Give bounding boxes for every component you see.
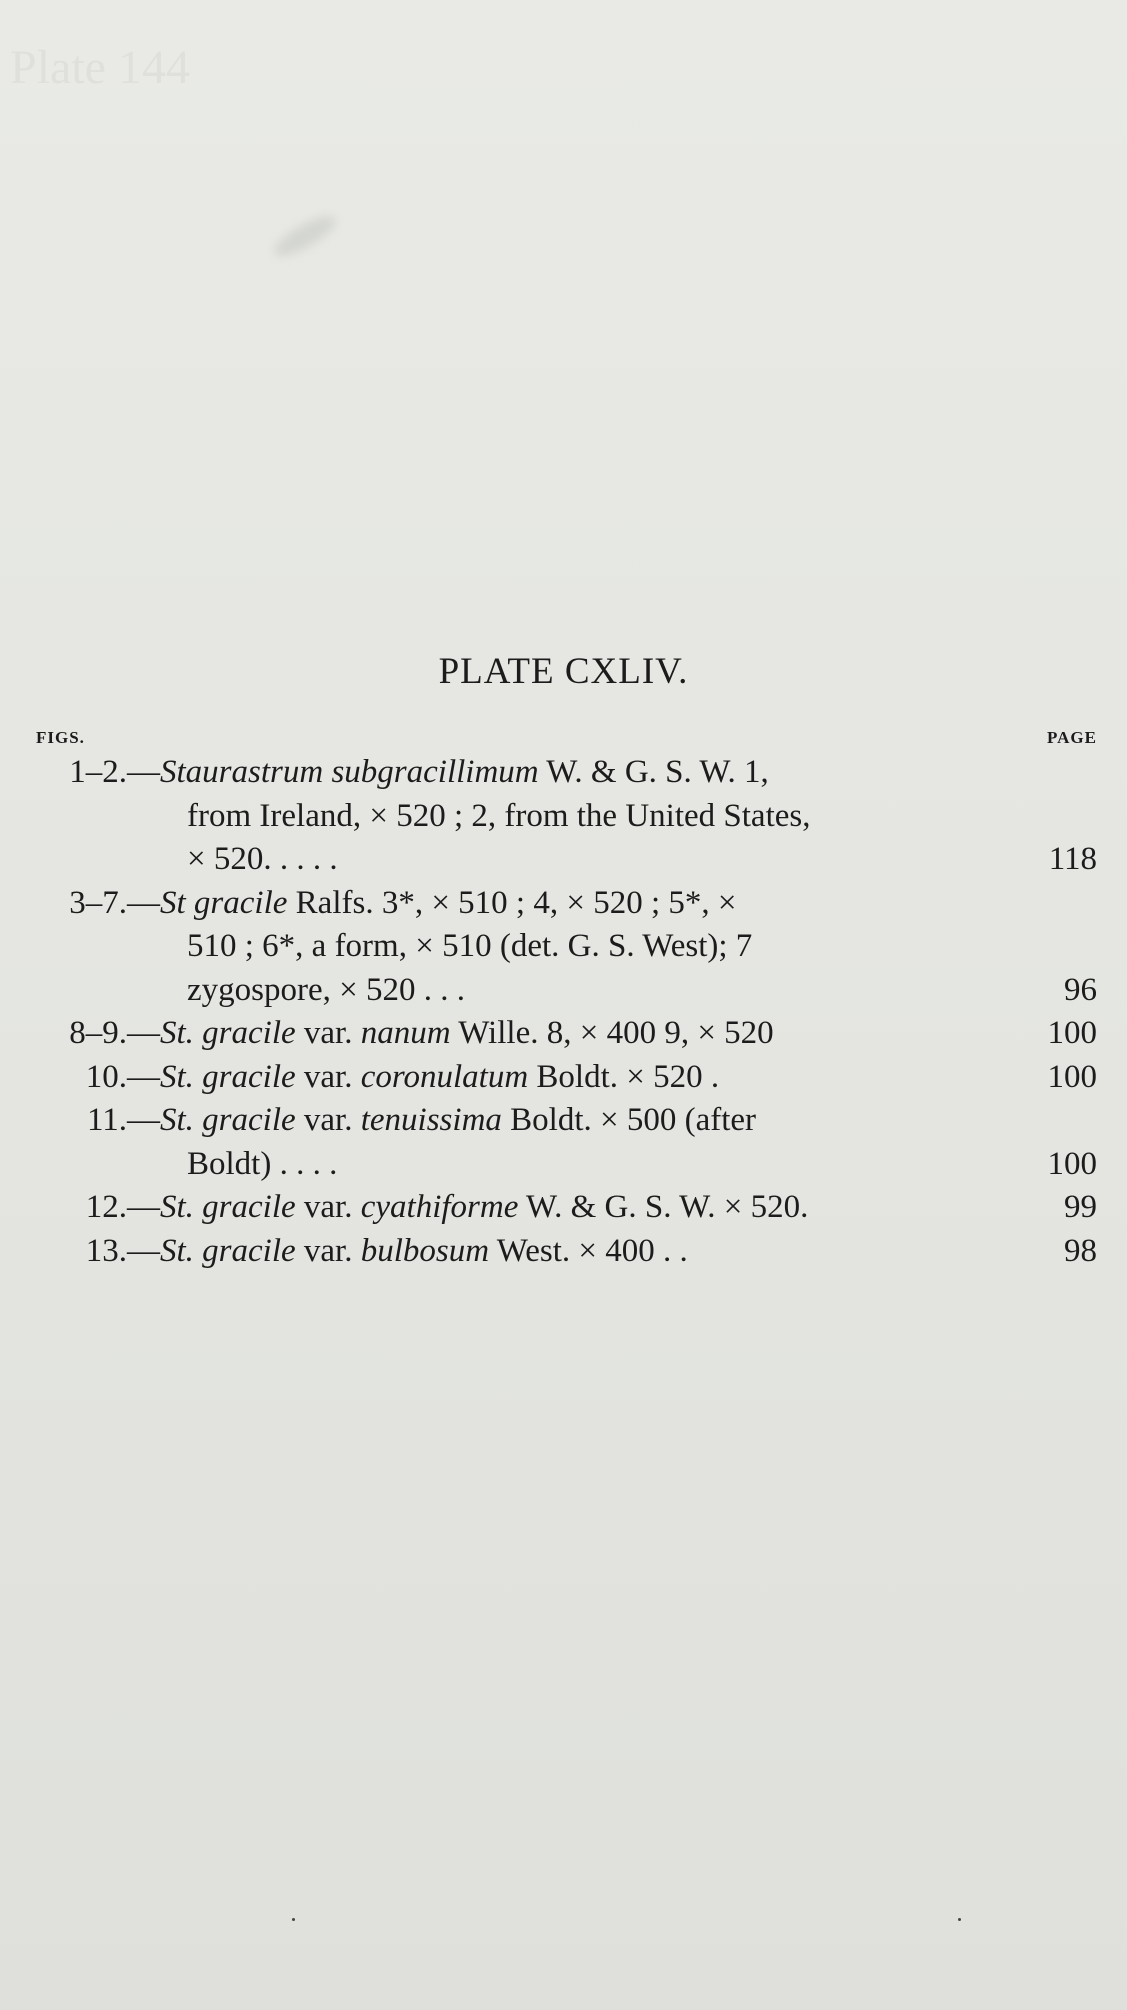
description-text: var.	[295, 1232, 361, 1269]
description-text: Ralfs. 3*, × 510 ; 4, × 520 ; 5*, ×	[287, 884, 737, 921]
description-text: W. & G. S. W. 1,	[538, 754, 769, 790]
figure-description-continued: zygospore, × 520 . . .	[187, 971, 465, 1008]
page-number: 96	[1064, 971, 1097, 1008]
figure-description-continued: from Ireland, × 520 ; 2, from the United States,	[187, 797, 811, 834]
figure-entry-7	[0, 1229, 1127, 1273]
description-text: W. & G. S. W. × 520.	[518, 1189, 809, 1225]
description-text: var.	[295, 1189, 361, 1225]
italic-taxon-name: bulbosum	[360, 1232, 490, 1269]
page-number: 99	[1064, 1189, 1097, 1225]
description-text: Boldt. × 500 (after	[501, 1102, 757, 1138]
figure-description-continued: × 520. . . . .	[187, 841, 338, 877]
figure-entry-line	[0, 837, 1127, 881]
figure-entry-5	[0, 1098, 1127, 1142]
page-number: 100	[1047, 1145, 1097, 1182]
italic-taxon-name: St. gracile	[160, 1102, 296, 1138]
figure-description	[160, 1055, 719, 1099]
italic-taxon-name: St. gracile	[160, 1232, 296, 1269]
figure-entry-2	[0, 881, 1127, 925]
italic-taxon-name: St. gracile	[160, 1015, 296, 1051]
italic-taxon-name: St. gracile	[160, 1189, 296, 1225]
paper-speck	[292, 1918, 295, 1921]
description-text: Boldt. × 520 .	[528, 1058, 720, 1095]
figure-description	[160, 881, 736, 925]
page-number: 98	[1064, 1232, 1097, 1269]
figure-entry-line	[0, 968, 1127, 1012]
figure-description	[160, 1229, 688, 1273]
italic-taxon-name: tenuissima	[360, 1102, 502, 1138]
figure-description-continued: 510 ; 6*, a form, × 510 (det. G. S. West); 7	[187, 928, 753, 964]
description-text: West. × 400 . .	[489, 1232, 688, 1269]
figure-description	[160, 750, 769, 794]
description-text: var.	[295, 1015, 361, 1051]
figure-entry-6	[0, 1185, 1127, 1229]
page-number: 100	[1047, 1015, 1097, 1051]
page-number: 100	[1047, 1058, 1097, 1095]
figure-entry-line	[0, 794, 1127, 838]
page-smudge	[269, 209, 341, 263]
figure-number: 8–9.—	[69, 1015, 160, 1051]
figure-number: 13.—	[85, 1232, 160, 1269]
figure-description	[160, 1011, 774, 1055]
figure-number: 11.—	[86, 1102, 160, 1138]
paper-speck	[958, 1918, 961, 1921]
page-number: 118	[1048, 841, 1097, 877]
figure-entry-1	[0, 750, 1127, 794]
plate-title: PLATE CXLIV.	[438, 651, 689, 692]
italic-taxon-name: St. gracile	[160, 1058, 296, 1095]
description-text: var.	[295, 1102, 361, 1138]
figure-entry-3	[0, 1011, 1127, 1055]
description-text: Wille. 8, × 400 9, × 520	[450, 1015, 774, 1051]
figure-number: 3–7.—	[69, 884, 160, 921]
italic-taxon-name: cyathiforme	[360, 1189, 519, 1225]
italic-taxon-name: nanum	[360, 1015, 451, 1051]
show-through-text: Plate 144	[10, 41, 190, 94]
description-text: var.	[295, 1058, 361, 1095]
italic-taxon-name: Staurastrum subgracillimum	[160, 754, 539, 790]
figure-number: 1–2.—	[69, 754, 160, 790]
page-column-header: PAGE	[1047, 728, 1097, 747]
figure-number: 10.—	[85, 1058, 160, 1095]
italic-taxon-name: St gracile	[160, 884, 288, 921]
figure-description-continued: Boldt) . . . .	[187, 1145, 338, 1182]
figure-entry-4	[0, 1055, 1127, 1099]
italic-taxon-name: coronulatum	[360, 1058, 529, 1095]
figure-description	[160, 1185, 808, 1229]
figure-description	[160, 1098, 756, 1142]
figure-entry-line	[0, 1142, 1127, 1186]
figure-entry-line	[0, 924, 1127, 968]
figure-number: 12.—	[85, 1189, 160, 1225]
figs-column-header: FIGS.	[36, 728, 85, 747]
